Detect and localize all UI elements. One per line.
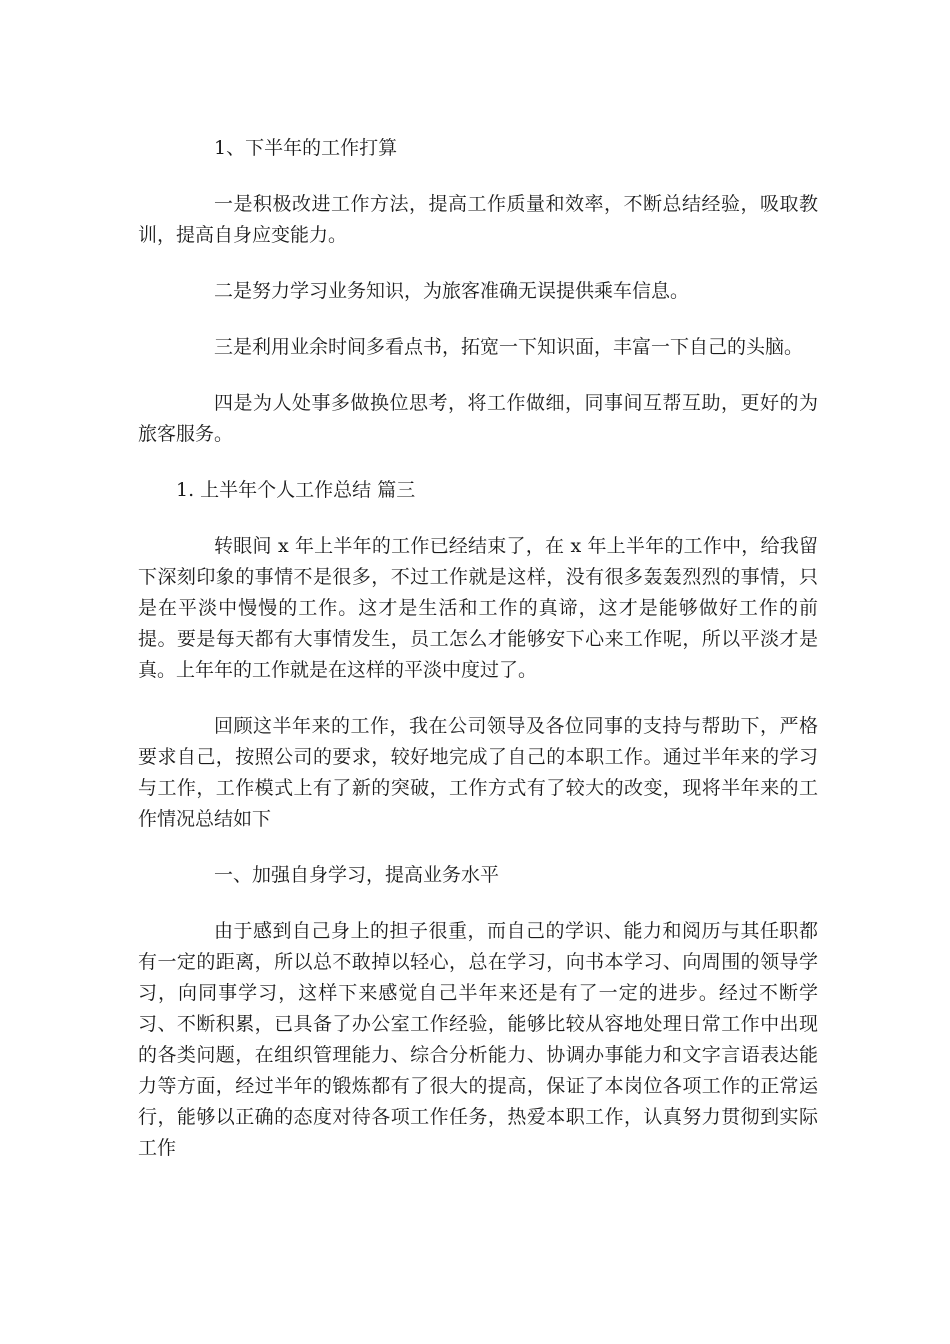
body-paragraph-review: 回顾这半年来的工作，我在公司领导及各位同事的支持与帮助下，严格要求自己，按照公司的要求，较好地完成了自己的本职工作。通过半年来的学习与工作，工作模式上有了新的突破，工作方式有了较大的改变，现将半年来的工作情况总结如下 [138, 715, 818, 830]
plan-item-4: 四是为人处事多做换位思考，将工作做细，同事间互帮互助，更好的为旅客服务。 [138, 392, 818, 445]
plan-item-1: 一是积极改进工作方法，提高工作质量和效率，不断总结经验，吸取教训，提高自身应变能力。 [138, 193, 818, 246]
section-heading-plan: 1、下半年的工作打算 [214, 137, 398, 159]
body-paragraph-intro: 转眼间 x 年上半年的工作已经结束了，在 x 年上半年的工作中，给我留下深刻印象的事情不是很多，不过工作就是这样，没有很多轰轰烈烈的事情，只是在平淡中慢慢的工作。这才是生活和工作的真谛，这才是能够做好工作的前提。要是每天都有大事情发生，员工怎么才能够安下心来工作呢，所以平淡才是真。上年年的工作就是在这样的平淡中度过了。 [138, 535, 818, 681]
article-heading-part-three: 1. 上半年个人工作总结 篇三 [176, 479, 416, 501]
body-paragraph-study: 由于感到自己身上的担子很重，而自己的学识、能力和阅历与其任职都有一定的距离，所以总不敢掉以轻心，总在学习，向书本学习、向周围的领导学习，向同事学习，这样下来感觉自己半年来还是有了一定的进步。经过不断学习、不断积累，已具备了办公室工作经验，能够比较从容地处理日常工作中出现的各类问题，在组织管理能力、综合分析能力、协调办事能力和文字言语表达能力等方面，经过半年的锻炼都有了很大的提高，保证了本岗位各项工作的正常运行，能够以正确的态度对待各项工作任务，热爱本职工作，认真努力贯彻到实际工作 [138, 920, 818, 1159]
plan-item-3: 三是利用业余时间多看点书，拓宽一下知识面，丰富一下自己的头脑。 [214, 336, 804, 358]
section-heading-study: 一、加强自身学习，提高业务水平 [214, 864, 500, 886]
document-body [138, 133, 818, 1189]
plan-item-2: 二是努力学习业务知识，为旅客准确无误提供乘车信息。 [214, 280, 690, 302]
